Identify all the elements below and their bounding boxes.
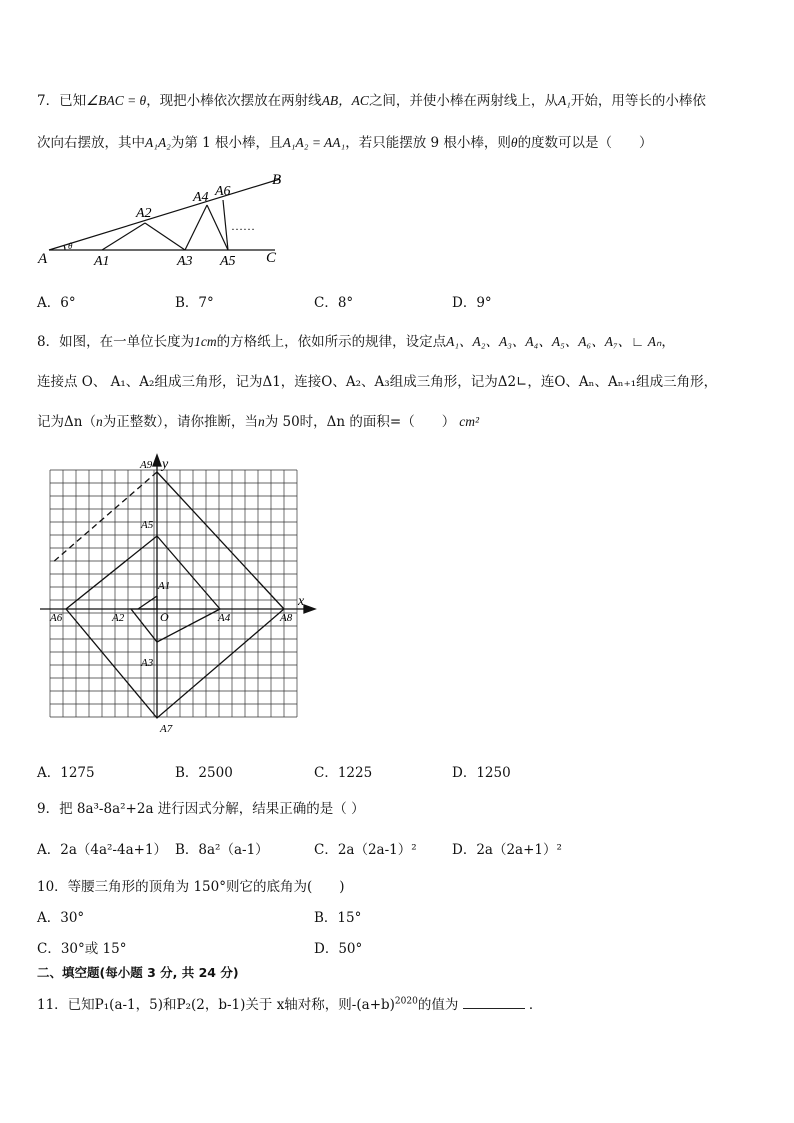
q10-option-c[interactable]: C．30°或 15° [37,941,127,957]
label-A4: A4 [193,190,209,205]
q7-angle-expr: ∠BAC = θ [86,93,147,108]
label-A4g: A4 [218,612,231,624]
q8-option-d[interactable]: D．1250 [452,765,511,781]
label-A3: A3 [177,254,193,269]
label-A6g: A6 [50,612,63,624]
q9-option-b[interactable]: B．8a²（a-1） [175,842,269,858]
q11-answer-blank[interactable] [463,996,525,1009]
q8-option-a[interactable]: A．1275 [37,765,95,781]
q9-option-c[interactable]: C．2a（2a-1）² [314,842,417,858]
q11-text: 11．已知P₁(a-1，5)和P₂(2，b-1)关于 x轴对称，则$-(a+b)^{2020}$的值为 ． [37,996,543,1013]
q8-option-b[interactable]: B．2500 [175,765,233,781]
rod-3 [185,205,207,250]
q8-line3: 记为Δn（n为正整数），请你推断，当n为 50时，Δn 的面积=（ ） cm² [37,414,480,430]
label-A: A [38,251,48,267]
label-A9: A9 [140,459,153,471]
q8-line1: 8．如图，在一单位长度为1cm的方格纸上，依如所示的规律，设定点A₁、A₂、A₃、A₄、A₅、A₆、A₇、∟ Aₙ， [37,334,675,350]
q7-option-a[interactable]: A．6° [37,295,76,311]
q7-line1: 7．已知∠BAC = θ，现把小棒依次摆放在两射线AB，AC之间，并使小棒在两射线上，从A₁开始，用等长的小棒依 [37,93,706,109]
label-A8g: A8 [280,612,293,624]
label-B: B [272,172,282,188]
q9-text: 9．把 8a³-8a²+2a 进行因式分解，结果正确的是（ ） [37,801,365,817]
q7-option-d[interactable]: D．9° [452,295,492,311]
label-A3g: A3 [141,657,154,669]
x-axis-arrow [304,605,315,613]
label-A5: A5 [220,254,236,269]
rod-5 [223,200,228,250]
section-fill-blank-title: 二、填空题(每小题 3 分, 共 24 分) [37,965,239,980]
label-A1g: A1 [158,580,171,592]
label-O: O [160,610,169,624]
q7-rays: AB，AC [321,93,369,108]
q7-option-b[interactable]: B．7° [175,295,214,311]
q8-line2: 连接点 O、 A₁、A₂组成三角形，记为Δ1，连接O、A₂、A₃组成三角形，记为Δ2∟，连O、Aₙ、Aₙ₊₁组成三角形， [37,374,718,390]
q7-line2: 次向右摆放，其中A₁A₂为第 1 根小棒，且A₁A₂ = AA₁，若只能摆放 9 根小棒，则θ的度数可以是（ ） [37,135,653,151]
rod-2 [145,223,185,250]
rod-4 [207,205,228,250]
q7-figure [30,165,300,275]
q10-option-b[interactable]: B．15° [314,910,362,926]
q10-text: 10．等腰三角形的顶角为 150°则它的底角为( ) [37,879,345,895]
q8-grid-figure [40,450,330,740]
label-y: y [162,457,169,472]
label-dots: …… [231,219,255,233]
q10-option-a[interactable]: A．30° [37,910,85,926]
label-x: x [298,594,305,609]
label-A2: A2 [136,206,152,221]
q10-option-d[interactable]: D．50° [314,941,363,957]
y-axis-arrow [153,455,161,466]
q8-option-c[interactable]: C．1225 [314,765,373,781]
label-A7g: A7 [160,723,173,735]
label-A6: A6 [215,184,231,199]
theta-arc [64,245,65,250]
q7-option-c[interactable]: C．8° [314,295,354,311]
q8-points-list: A₁、A₂、A₃、A₄、A₅、A₆、A₇、∟ Aₙ [446,334,662,349]
label-A5g: A5 [141,519,154,531]
label-A1: A1 [94,254,110,269]
label-A2g: A2 [112,612,125,624]
q9-option-a[interactable]: A．2a（4a²-4a+1） [37,842,168,858]
label-C: C [266,250,277,266]
q9-option-d[interactable]: D．2a（2a+1）² [452,842,562,858]
label-theta: θ [68,241,73,251]
ray-ab [49,179,280,250]
